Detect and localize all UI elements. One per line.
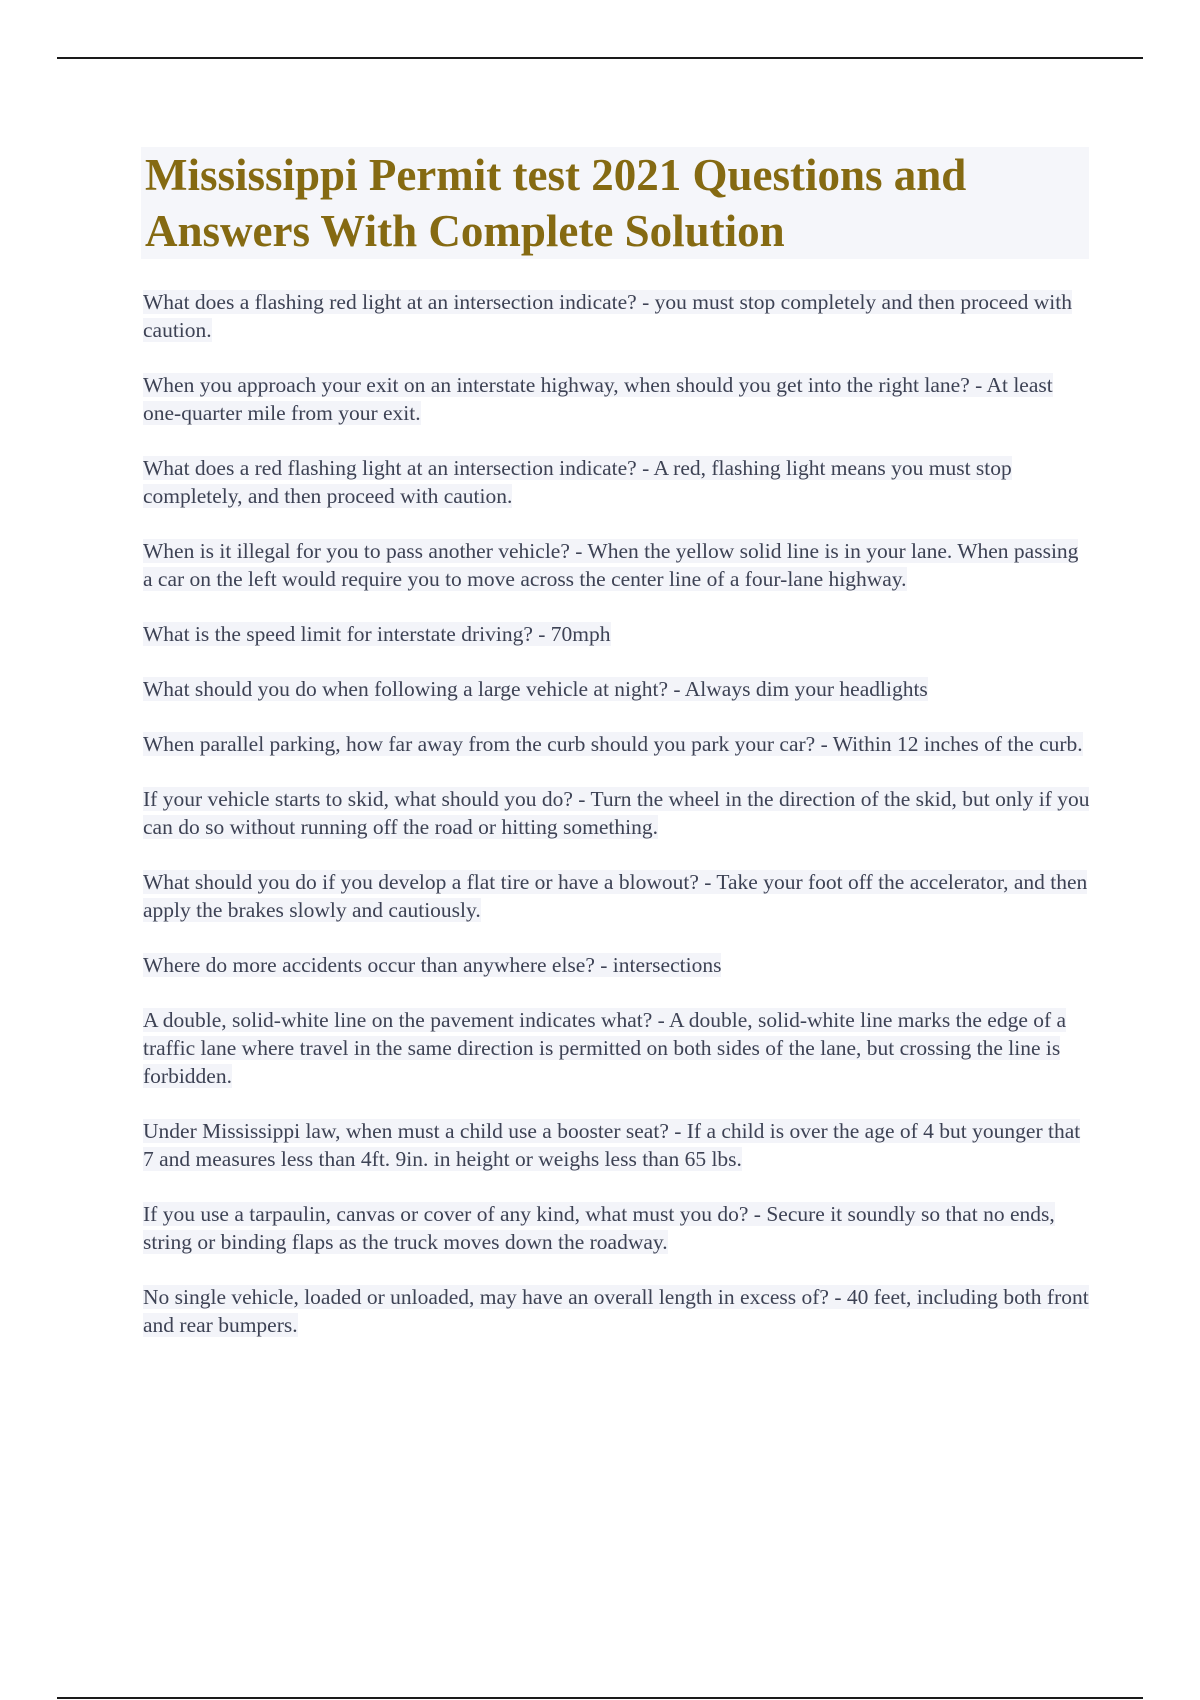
qa-item-1 xyxy=(143,288,1093,344)
qa-text: What should you do if you develop a flat tire or have a blowout? - Take your foot off the accelerator, and then apply the brakes slowly and cautiously. xyxy=(143,870,1088,922)
qa-item-8 xyxy=(143,785,1093,841)
qa-list xyxy=(143,288,1093,1339)
qa-item-9 xyxy=(143,868,1093,924)
qa-item-3 xyxy=(143,454,1093,510)
qa-text: What does a flashing red light at an intersection indicate? - you must stop completely and then proceed with caution. xyxy=(143,290,1073,342)
document-title: Mississippi Permit test 2021 Questions and Answers With Complete Solution xyxy=(145,150,967,256)
qa-item-2 xyxy=(143,371,1093,427)
qa-text: When you approach your exit on an interstate highway, when should you get into the right lane? - At least one-quarter mile from your exit. xyxy=(143,373,1053,425)
qa-item-6 xyxy=(143,675,1093,703)
qa-text: Where do more accidents occur than anywhere else? - intersections xyxy=(143,953,722,977)
document-body xyxy=(143,147,1093,1366)
qa-text: When parallel parking, how far away from the curb should you park your car? - Within 12 inches of the curb. xyxy=(143,732,1083,756)
qa-text: A double, solid-white line on the pavement indicates what? - A double, solid-white line marks the edge of a traffic lane where travel in the same direction is permitted on both sides of the lane, but crossing the line is forbidden. xyxy=(143,1008,1067,1088)
qa-text: What is the speed limit for interstate driving? - 70mph xyxy=(143,622,611,646)
bottom-rule xyxy=(57,1697,1143,1699)
qa-item-10 xyxy=(143,951,1093,979)
qa-text: When is it illegal for you to pass another vehicle? - When the yellow solid line is in your lane. When passing a car on the left would require you to move across the center line of a four-lane highway. xyxy=(143,539,1079,591)
qa-item-5 xyxy=(143,620,1093,648)
top-rule xyxy=(57,57,1143,59)
qa-item-7 xyxy=(143,730,1093,758)
qa-item-4 xyxy=(143,537,1093,593)
qa-item-12 xyxy=(143,1117,1093,1173)
qa-text: What does a red flashing light at an intersection indicate? - A red, flashing light means you must stop completely, and then proceed with caution. xyxy=(143,456,1012,508)
qa-text: If you use a tarpaulin, canvas or cover of any kind, what must you do? - Secure it soundly so that no ends, string or binding flaps as the truck moves down the roadway. xyxy=(143,1202,1055,1254)
qa-item-11 xyxy=(143,1006,1093,1090)
qa-item-14 xyxy=(143,1283,1093,1339)
qa-text: No single vehicle, loaded or unloaded, may have an overall length in excess of? - 40 feet, including both front and rear bumpers. xyxy=(143,1285,1089,1337)
qa-text: If your vehicle starts to skid, what should you do? - Turn the wheel in the direction of the skid, but only if you can do so without running off the road or hitting something. xyxy=(143,787,1090,839)
qa-text: What should you do when following a large vehicle at night? - Always dim your headlights xyxy=(143,677,928,701)
qa-item-13 xyxy=(143,1200,1093,1256)
qa-text: Under Mississippi law, when must a child use a booster seat? - If a child is over the age of 4 but younger that 7 and measures less than 4ft. 9in. in height or weighs less than 65 lbs. xyxy=(143,1119,1081,1171)
title-block xyxy=(141,147,1089,259)
